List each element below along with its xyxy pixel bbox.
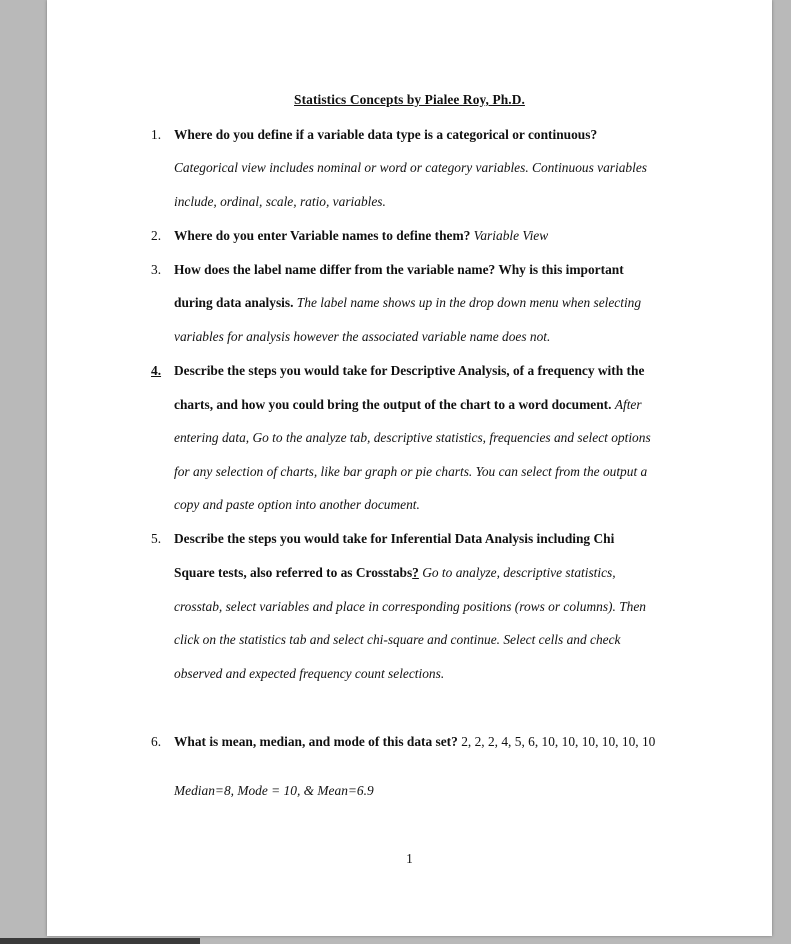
answer-text: Go to analyze, descriptive statistics, [418, 565, 616, 580]
page-number: 1 [406, 851, 413, 866]
scrollbar[interactable] [0, 938, 200, 944]
answer-text: copy and paste option into another document. [174, 497, 420, 512]
question-text: Where do you enter Variable names to define them? [174, 228, 471, 243]
question-text: during data analysis. [174, 295, 294, 310]
answer-text: The label name shows up in the drop down menu when selecting [296, 295, 642, 310]
item-number: 3. [151, 262, 162, 277]
item-number: 1. [151, 127, 162, 142]
item-number: 2. [151, 228, 162, 243]
question-line [174, 397, 642, 413]
item-number: 4. [151, 363, 162, 378]
answer-text: observed and expected frequency count selections. [174, 666, 445, 681]
question-text: How does the label name differ from the variable name? Why is this important [174, 262, 624, 277]
answer-text: crosstab, select variables and place in corresponding positions (rows or columns). Then [174, 599, 646, 614]
answer-text: click on the statistics tab and select chi-square and continue. Select cells and check [174, 632, 621, 647]
answer-text: Variable View [473, 228, 549, 243]
answer-text: After [614, 397, 642, 412]
answer-text: for any selection of charts, like bar graph or pie charts. You can select from the output a [174, 464, 648, 479]
document-title: Statistics Concepts by Pialee Roy, Ph.D. [294, 92, 525, 107]
question-text: What is mean, median, and mode of this data set? [174, 734, 458, 749]
answer-text: Median=8, Mode = 10, & Mean=6.9 [174, 783, 374, 798]
question-line [174, 228, 548, 244]
question-line [174, 565, 616, 581]
question-line [174, 295, 641, 311]
answer-text: variables for analysis however the associated variable name does not. [174, 329, 551, 344]
item-number: 6. [151, 734, 162, 749]
question-text: Describe the steps you would take for Descriptive Analysis, of a frequency with the [174, 363, 645, 378]
answer-text: include, ordinal, scale, ratio, variables. [174, 194, 386, 209]
answer-text: entering data, Go to the analyze tab, descriptive statistics, frequencies and select options [174, 430, 651, 445]
answer-text: Categorical view includes nominal or word or category variables. Continuous variables [174, 160, 647, 175]
question-text: Where do you define if a variable data type is a categorical or continuous? [174, 127, 598, 142]
question-text: charts, and how you could bring the output of the chart to a word document. [174, 397, 612, 412]
question-text: Describe the steps you would take for Inferential Data Analysis including Chi [174, 531, 615, 546]
question-text: Square tests, also referred to as Crosstabs [174, 565, 413, 580]
item-number: 5. [151, 531, 162, 546]
question-mark: ? [412, 565, 419, 580]
data-set-values: 2, 2, 2, 4, 5, 6, 10, 10, 10, 10, 10, 10 [461, 734, 656, 749]
document-page [47, 0, 772, 936]
question-line [174, 734, 655, 750]
